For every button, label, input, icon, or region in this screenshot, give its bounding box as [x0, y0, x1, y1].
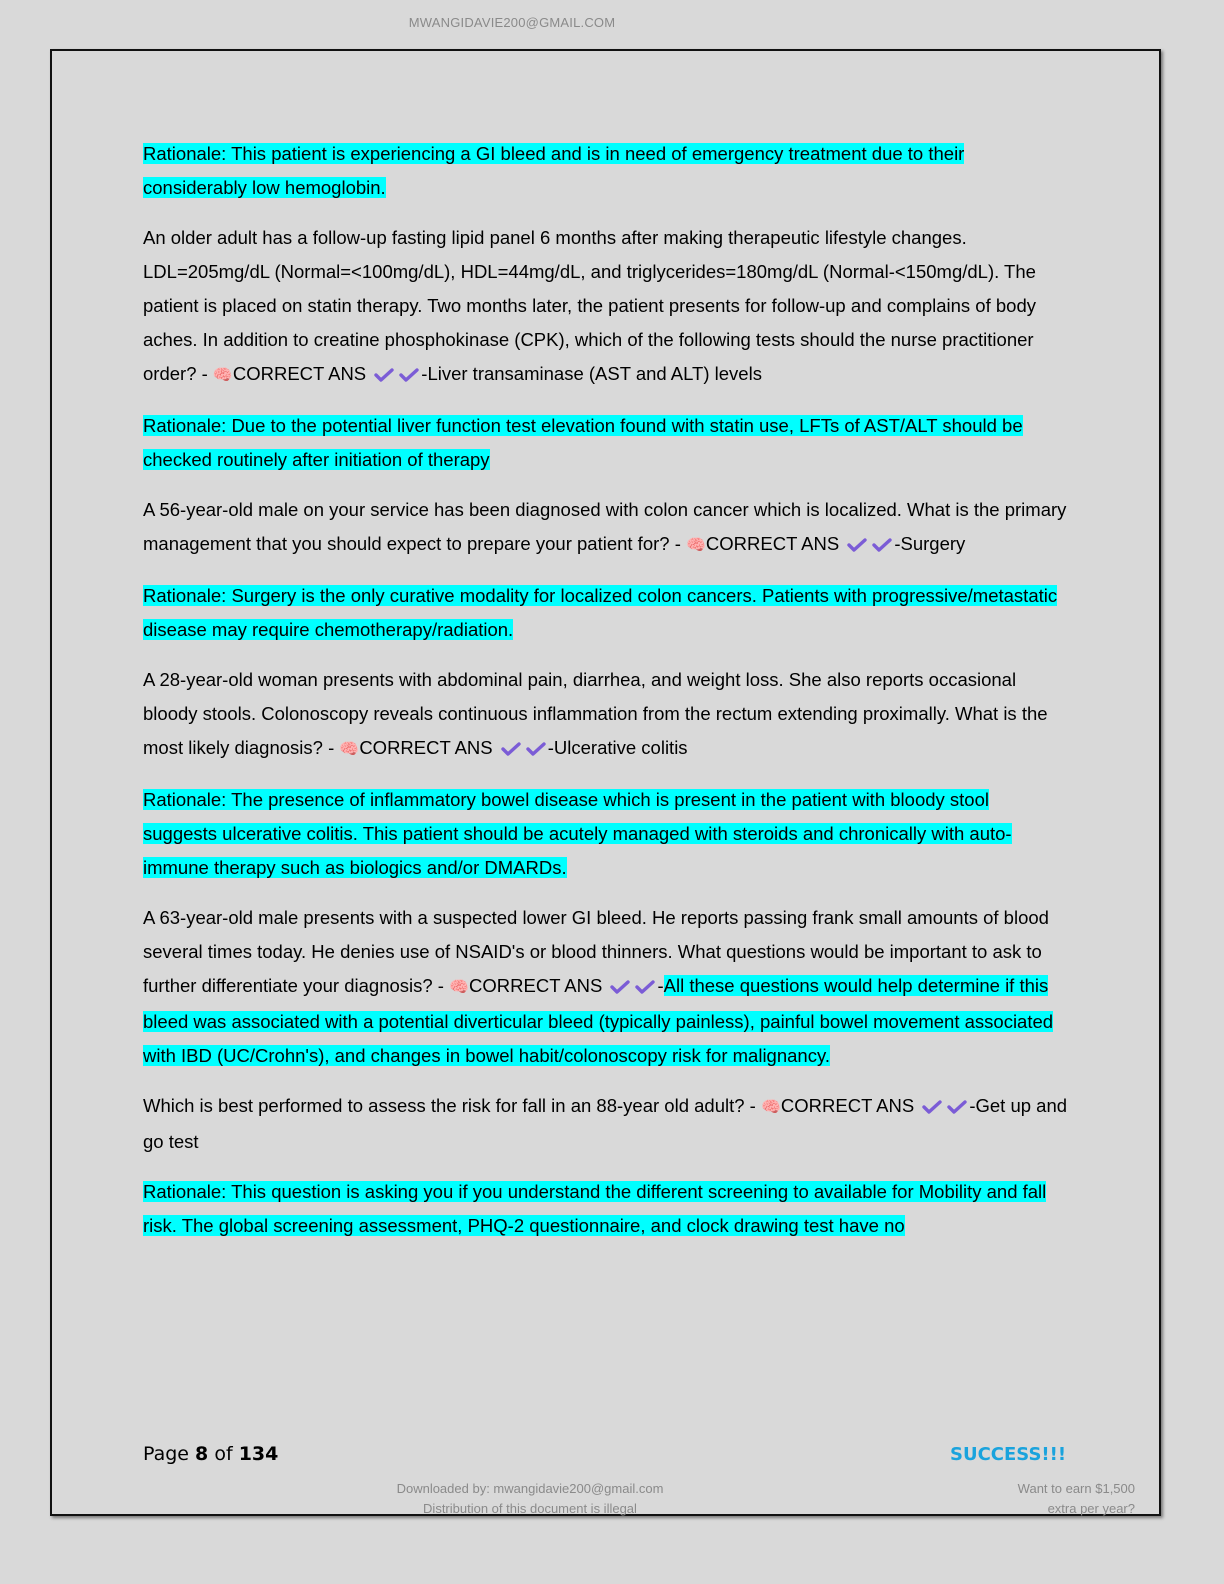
question-text: A 56-year-old male on your service has been diagnosed with colon cancer which is localized. What is the primary management that you should expect to prepare your patient for? -	[143, 499, 1067, 554]
answer-text: -Get up and go test	[143, 1095, 1068, 1152]
checkmark-icon	[922, 1099, 942, 1115]
checkmark-icon	[399, 367, 419, 383]
question-text: A 28-year-old woman presents with abdominal pain, diarrhea, and weight loss. She also reports occasional bloody stools. Colonoscopy reveals continuous inflammation from the rectum extending proximally. What is the most likely diagnosis? -	[143, 669, 1048, 758]
answer-prefix: CORRECT ANS	[705, 533, 840, 554]
answer-prefix: CORRECT ANS	[232, 363, 367, 384]
brain-icon: 🧠	[760, 1099, 781, 1116]
answer-text: -Liver transaminase (AST and ALT) levels	[421, 363, 762, 384]
answer-text: -Ulcerative colitis	[547, 737, 688, 758]
brain-icon: 🧠	[339, 741, 360, 758]
answer-dash: -	[657, 975, 664, 996]
question-paragraph	[143, 663, 1068, 767]
rationale-paragraph: Rationale: Surgery is the only curative modality for localized colon cancers. Patients with progressive/metastatic disease may require chemotherapy/radiation.	[143, 585, 1058, 640]
checkmark-icon	[501, 741, 521, 757]
checkmark-icon	[947, 1099, 967, 1115]
question-paragraph	[143, 493, 1068, 563]
question-paragraph	[143, 1089, 1068, 1159]
top-watermark: MWANGIDAVIE200@GMAIL.COM	[408, 15, 616, 30]
answer-prefix: CORRECT ANS	[359, 737, 493, 758]
answer-prefix: CORRECT ANS	[780, 1095, 915, 1116]
earn-line-1: Want to earn $1,500	[1017, 1481, 1135, 1496]
checkmark-icon	[635, 979, 655, 995]
question-paragraph	[143, 221, 1068, 393]
success-label: SUCCESS!!!	[950, 1444, 1067, 1465]
question-text: An older adult has a follow-up fasting lipid panel 6 months after making therapeutic lifestyle changes. LDL=205mg/dL (Normal=<100mg/dL), HDL=44mg/dL, and triglycerides=180mg/dL (Normal-<150mg/dL). The patient is placed on statin therapy. Two months later, the patient presents for follow-up and complains of body aches. In addition to creatine phosphokinase (CPK), which of the following tests should the nurse practitioner order? -	[143, 227, 1036, 384]
rationale-paragraph: Rationale: This question is asking you if you understand the different screening to available for Mobility and fall risk. The global screening assessment, PHQ-2 questionnaire, and clock drawing test have no	[143, 1181, 1047, 1236]
rationale-paragraph: Rationale: Due to the potential liver function test elevation found with statin use, LFTs of AST/ALT should be checked routinely after initiation of therapy	[143, 415, 1023, 470]
page-number: Page 8 of 134	[143, 1443, 279, 1465]
downloaded-by: Downloaded by: mwangidavie200@gmail.com	[396, 1481, 664, 1496]
download-notice	[330, 1479, 730, 1519]
question-text: Which is best performed to assess the risk for fall in an 88-year old adult? -	[143, 1095, 761, 1116]
rationale-paragraph: Rationale: The presence of inflammatory bowel disease which is present in the patient with bloody stool suggests ulcerative colitis. This patient should be acutely managed with steroids and chronically with auto-immune therapy such as biologics and/or DMARDs.	[143, 789, 1012, 878]
answer-prefix: CORRECT ANS	[469, 975, 603, 996]
checkmark-icon	[872, 537, 892, 553]
earn-line-2: extra per year?	[1047, 1501, 1135, 1516]
brain-icon: 🧠	[686, 537, 706, 554]
question-paragraph	[143, 901, 1068, 1073]
checkmark-icon	[374, 367, 394, 383]
page-content	[143, 137, 1068, 1259]
brain-icon: 🧠	[449, 979, 470, 996]
question-text: A 63-year-old male presents with a suspected lower GI bleed. He reports passing frank small amounts of blood several times today. He denies use of NSAID's or blood thinners. What questions would be important to ask to further differentiate your diagnosis? -	[143, 907, 1049, 996]
answer-text: All these questions would help determine if this bleed was associated with a potential diverticular bleed (typically painless), painful bowel movement associated with IBD (UC/Crohn's), and changes in bowel habit/colonoscopy risk for malignancy.	[143, 975, 1054, 1066]
rationale-paragraph: Rationale: This patient is experiencing a GI bleed and is in need of emergency treatment due to their considerably low hemoglobin.	[143, 143, 965, 198]
earn-promo-link[interactable]	[960, 1479, 1135, 1519]
checkmark-icon	[526, 741, 546, 757]
checkmark-icon	[610, 979, 630, 995]
brain-icon: 🧠	[212, 367, 233, 384]
distribution-notice: Distribution of this document is illegal	[423, 1501, 637, 1516]
checkmark-icon	[847, 537, 867, 553]
answer-text: -Surgery	[894, 533, 966, 554]
